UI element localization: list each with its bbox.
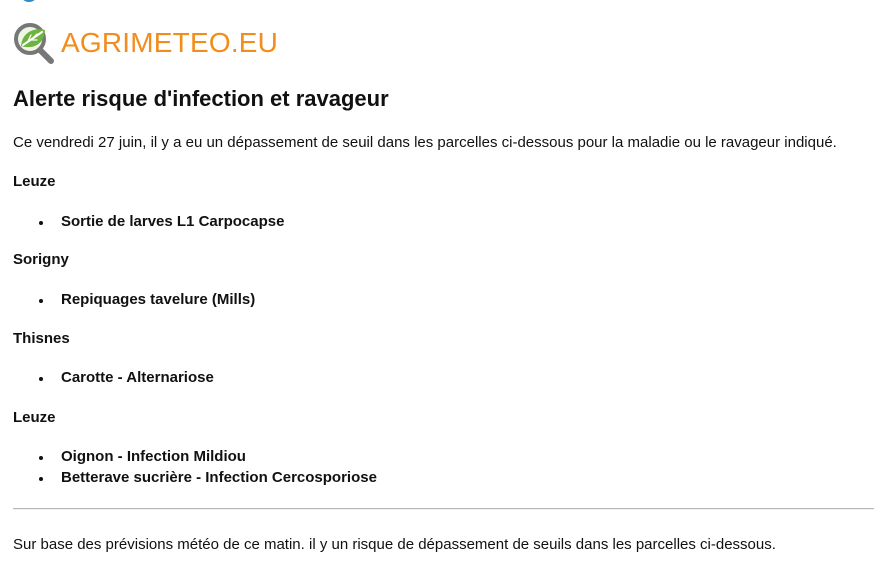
partial-top-icon (20, 0, 38, 2)
risk-list (13, 446, 873, 488)
location-name: Sorigny (13, 251, 69, 268)
leaf-magnifier-icon (13, 22, 55, 64)
location-name: Leuze (13, 173, 56, 190)
risk-item: Betterave sucrière - Infection Cercosporiose (13, 467, 873, 488)
risk-item: Repiquages tavelure (Mills) (13, 289, 873, 310)
alert-intro-text: Ce vendredi 27 juin, il y a eu un dépassement de seuil dans les parcelles ci-dessous pour la maladie ou le ravageur indiqué. (13, 134, 837, 151)
alert-section-sorigny (13, 250, 873, 310)
alert-section-leuze-2 (13, 408, 873, 488)
alert-section-thisnes (13, 329, 873, 388)
risk-list (13, 289, 873, 310)
risk-item: Carotte - Alternariose (13, 367, 873, 388)
forecast-notice-text: Sur base des prévisions météo de ce matin. il y un risque de dépassement de seuils dans les parcelles ci-dessous. (13, 536, 776, 553)
section-divider (13, 508, 874, 510)
risk-list (13, 211, 873, 232)
risk-list (13, 367, 873, 388)
alert-title: Alerte risque d'infection et ravageur (13, 86, 389, 111)
brand-name: AGRIMETEO.EU (61, 27, 279, 58)
location-name: Thisnes (13, 330, 70, 347)
risk-item: Sortie de larves L1 Carpocapse (13, 211, 873, 232)
risk-item: Oignon - Infection Mildiou (13, 446, 873, 467)
alert-section-leuze-1 (13, 172, 873, 232)
location-name: Leuze (13, 409, 56, 426)
agrimeteo-logo (13, 22, 278, 64)
